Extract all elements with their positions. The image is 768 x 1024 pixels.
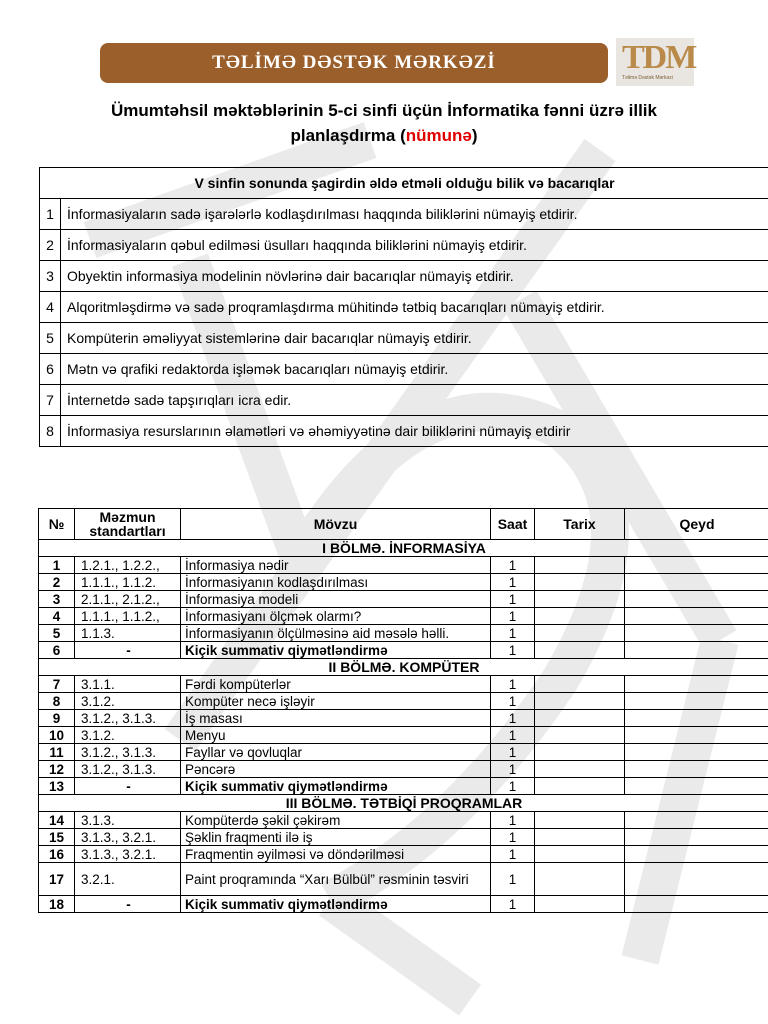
- lesson-note: [625, 744, 768, 761]
- title-line-1: Ümumtəhsil məktəblərinin 5-ci sinfi üçün İnformatika fənni üzrə illik: [110, 101, 657, 120]
- lesson-number: 13: [39, 778, 75, 795]
- col-header-topic: Mövzu: [181, 509, 491, 540]
- lesson-note: [625, 846, 768, 863]
- lesson-row: [39, 574, 768, 591]
- lesson-hours: 1: [491, 710, 535, 727]
- skill-text: İnformasiyaların sadə işarələrlə kodlaşdırılması haqqında biliklərini nümayiş etdirir.: [61, 199, 768, 230]
- skill-number: 1: [40, 199, 61, 230]
- lesson-hours: 1: [491, 574, 535, 591]
- lesson-topic: Şəklin fraqmenti ilə iş: [181, 829, 491, 846]
- lesson-date: [535, 896, 625, 913]
- logo-subtitle: Təlimə Dəstək Mərkəzi: [622, 75, 673, 81]
- col-header-no: №: [39, 509, 75, 540]
- skill-text: Mətn və qrafiki redaktorda işləmək bacarıqları nümayiş etdirir.: [61, 354, 768, 385]
- lesson-topic: Kiçik summativ qiymətləndirmə: [181, 896, 491, 913]
- lesson-row: [39, 676, 768, 693]
- lesson-number: 18: [39, 896, 75, 913]
- lesson-date: [535, 557, 625, 574]
- col-header-standards: Məzmun standartları: [75, 509, 181, 540]
- lesson-hours: 1: [491, 761, 535, 778]
- lesson-standards: 1.1.1., 1.1.2.,: [75, 608, 181, 625]
- skills-table: [39, 167, 768, 447]
- lesson-note: [625, 642, 768, 659]
- lesson-row: [39, 744, 768, 761]
- lesson-number: 12: [39, 761, 75, 778]
- skill-row: [40, 385, 768, 416]
- lesson-topic: Kiçik summativ qiymətləndirmə: [181, 642, 491, 659]
- lesson-note: [625, 829, 768, 846]
- lesson-row: [39, 608, 768, 625]
- lesson-note: [625, 693, 768, 710]
- lesson-standards: 3.1.2.: [75, 727, 181, 744]
- plan-header-row: [39, 509, 768, 540]
- skill-number: 7: [40, 385, 61, 416]
- skill-row: [40, 292, 768, 323]
- lesson-date: [535, 846, 625, 863]
- skill-row: [40, 230, 768, 261]
- lesson-note: [625, 727, 768, 744]
- lesson-date: [535, 727, 625, 744]
- lesson-note: [625, 625, 768, 642]
- lesson-hours: 1: [491, 778, 535, 795]
- lesson-standards: 3.2.1.: [75, 863, 181, 896]
- lesson-row: [39, 812, 768, 829]
- title-line-2: [80, 123, 688, 148]
- lesson-date: [535, 812, 625, 829]
- lesson-number: 7: [39, 676, 75, 693]
- skill-row: [40, 416, 768, 447]
- lesson-row: [39, 642, 768, 659]
- lesson-hours: 1: [491, 693, 535, 710]
- section-row: [39, 540, 768, 557]
- skill-row: [40, 199, 768, 230]
- lesson-date: [535, 676, 625, 693]
- lesson-topic: Menyu: [181, 727, 491, 744]
- lesson-standards: 2.1.1., 2.1.2.,: [75, 591, 181, 608]
- skill-text: Alqoritmləşdirmə və sadə proqramlaşdırma mühitində tətbiq bacarıqları nümayiş etdirir.: [61, 292, 768, 323]
- lesson-topic: Fayllar və qovluqlar: [181, 744, 491, 761]
- lesson-number: 17: [39, 863, 75, 896]
- title-sample-word: nümunə: [405, 126, 472, 145]
- skill-text: İnformasiya resurslarının əlamətləri və əhəmiyyətinə dair biliklərini nümayiş etdirir: [61, 416, 768, 447]
- lesson-hours: 1: [491, 557, 535, 574]
- lesson-date: [535, 693, 625, 710]
- lesson-row: [39, 846, 768, 863]
- lesson-date: [535, 744, 625, 761]
- lesson-row: [39, 710, 768, 727]
- section-row: [39, 795, 768, 812]
- skill-number: 6: [40, 354, 61, 385]
- lesson-hours: 1: [491, 812, 535, 829]
- lesson-topic: Kompüter necə işləyir: [181, 693, 491, 710]
- lesson-row: [39, 863, 768, 896]
- lesson-standards: -: [75, 642, 181, 659]
- lesson-hours: 1: [491, 591, 535, 608]
- lesson-note: [625, 591, 768, 608]
- section-row: [39, 659, 768, 676]
- title-prefix: planlaşdırma (: [290, 126, 406, 145]
- lesson-number: 3: [39, 591, 75, 608]
- lesson-topic: İnformasiya nədir: [181, 557, 491, 574]
- lesson-note: [625, 608, 768, 625]
- lesson-topic: İnformasiya modeli: [181, 591, 491, 608]
- lesson-hours: 1: [491, 846, 535, 863]
- lesson-hours: 1: [491, 625, 535, 642]
- lesson-topic: Kiçik summativ qiymətləndirmə: [181, 778, 491, 795]
- skill-text: Obyektin informasiya modelinin növlərinə dair bacarıqlar nümayiş etdirir.: [61, 261, 768, 292]
- lesson-hours: 1: [491, 608, 535, 625]
- skill-text: Kompüterin əməliyyat sistemlərinə dair bacarıqlar nümayiş etdirir.: [61, 323, 768, 354]
- lesson-date: [535, 778, 625, 795]
- col-header-date: Tarix: [535, 509, 625, 540]
- lesson-standards: 3.1.3., 3.2.1.: [75, 829, 181, 846]
- lesson-topic: İnformasiyanın ölçülməsinə aid məsələ həlli.: [181, 625, 491, 642]
- lesson-note: [625, 896, 768, 913]
- lesson-hours: 1: [491, 727, 535, 744]
- logo-mark: TDM: [622, 39, 696, 76]
- lesson-standards: 3.1.2., 3.1.3.: [75, 761, 181, 778]
- lesson-hours: 1: [491, 676, 535, 693]
- lesson-note: [625, 574, 768, 591]
- lesson-standards: 1.1.1., 1.1.2.: [75, 574, 181, 591]
- lesson-note: [625, 710, 768, 727]
- lesson-number: 2: [39, 574, 75, 591]
- lesson-topic: Kompüterdə şəkil çəkirəm: [181, 812, 491, 829]
- section-title: II BÖLMƏ. KOMPÜTER: [39, 659, 768, 676]
- lesson-note: [625, 557, 768, 574]
- lesson-standards: -: [75, 778, 181, 795]
- lesson-hours: 1: [491, 829, 535, 846]
- skill-row: [40, 354, 768, 385]
- lesson-date: [535, 591, 625, 608]
- lesson-row: [39, 557, 768, 574]
- lesson-note: [625, 812, 768, 829]
- skill-number: 5: [40, 323, 61, 354]
- lesson-number: 6: [39, 642, 75, 659]
- lesson-row: [39, 761, 768, 778]
- lesson-standards: -: [75, 896, 181, 913]
- skills-header-row: [40, 168, 768, 199]
- lesson-row: [39, 896, 768, 913]
- skill-number: 4: [40, 292, 61, 323]
- lesson-topic: Pəncərə: [181, 761, 491, 778]
- lesson-row: [39, 778, 768, 795]
- lesson-date: [535, 608, 625, 625]
- plan-table: [38, 508, 768, 913]
- lesson-standards: 3.1.2.: [75, 693, 181, 710]
- lesson-row: [39, 693, 768, 710]
- lesson-date: [535, 642, 625, 659]
- lesson-number: 1: [39, 557, 75, 574]
- lesson-number: 11: [39, 744, 75, 761]
- skills-header: V sinfin sonunda şagirdin əldə etməli olduğu bilik və bacarıqlar: [40, 168, 768, 199]
- lesson-hours: 1: [491, 896, 535, 913]
- lesson-standards: 3.1.3.: [75, 812, 181, 829]
- lesson-number: 14: [39, 812, 75, 829]
- section-title: III BÖLMƏ. TƏTBİQİ PROQRAMLAR: [39, 795, 768, 812]
- skill-number: 3: [40, 261, 61, 292]
- lesson-number: 9: [39, 710, 75, 727]
- lesson-standards: 1.1.3.: [75, 625, 181, 642]
- lesson-note: [625, 778, 768, 795]
- lesson-topic: Paint proqramında “Xarı Bülbül” rəsminin təsviri: [181, 863, 491, 896]
- lesson-topic: İş masası: [181, 710, 491, 727]
- lesson-date: [535, 710, 625, 727]
- lesson-note: [625, 761, 768, 778]
- lesson-topic: İnformasiyanı ölçmək olarmı?: [181, 608, 491, 625]
- document-title: [80, 98, 688, 148]
- lesson-standards: 3.1.3., 3.2.1.: [75, 846, 181, 863]
- lesson-date: [535, 863, 625, 896]
- lesson-date: [535, 625, 625, 642]
- lesson-number: 5: [39, 625, 75, 642]
- lesson-standards: 3.1.1.: [75, 676, 181, 693]
- lesson-standards: 3.1.2., 3.1.3.: [75, 744, 181, 761]
- lesson-hours: 1: [491, 642, 535, 659]
- lesson-row: [39, 829, 768, 846]
- lesson-number: 4: [39, 608, 75, 625]
- lesson-row: [39, 727, 768, 744]
- lesson-hours: 1: [491, 863, 535, 896]
- title-suffix: ): [471, 126, 478, 145]
- lesson-date: [535, 574, 625, 591]
- skill-row: [40, 323, 768, 354]
- skill-number: 8: [40, 416, 61, 447]
- lesson-standards: 1.2.1., 1.2.2.,: [75, 557, 181, 574]
- lesson-number: 16: [39, 846, 75, 863]
- lesson-note: [625, 863, 768, 896]
- lesson-topic: Fraqmentin əyilməsi və döndərilməsi: [181, 846, 491, 863]
- section-title: I BÖLMƏ. İNFORMASİYA: [39, 540, 768, 557]
- lesson-number: 8: [39, 693, 75, 710]
- lesson-standards: 3.1.2., 3.1.3.: [75, 710, 181, 727]
- lesson-row: [39, 625, 768, 642]
- lesson-row: [39, 591, 768, 608]
- skill-text: İnformasiyaların qəbul edilməsi üsulları haqqında biliklərini nümayiş etdirir.: [61, 230, 768, 261]
- lesson-date: [535, 761, 625, 778]
- skill-text: İnternetdə sadə tapşırıqları icra edir.: [61, 385, 768, 416]
- col-header-hours: Saat: [491, 509, 535, 540]
- lesson-topic: Fərdi kompüterlər: [181, 676, 491, 693]
- lesson-date: [535, 829, 625, 846]
- header-banner: [100, 43, 608, 83]
- skill-row: [40, 261, 768, 292]
- banner-title: TƏLİMƏ DƏSTƏK MƏRKƏZİ: [212, 52, 496, 73]
- tdm-logo: [616, 38, 694, 86]
- lesson-number: 15: [39, 829, 75, 846]
- lesson-note: [625, 676, 768, 693]
- col-header-note: Qeyd: [625, 509, 768, 540]
- lesson-hours: 1: [491, 744, 535, 761]
- lesson-topic: İnformasiyanın kodlaşdırılması: [181, 574, 491, 591]
- lesson-number: 10: [39, 727, 75, 744]
- skill-number: 2: [40, 230, 61, 261]
